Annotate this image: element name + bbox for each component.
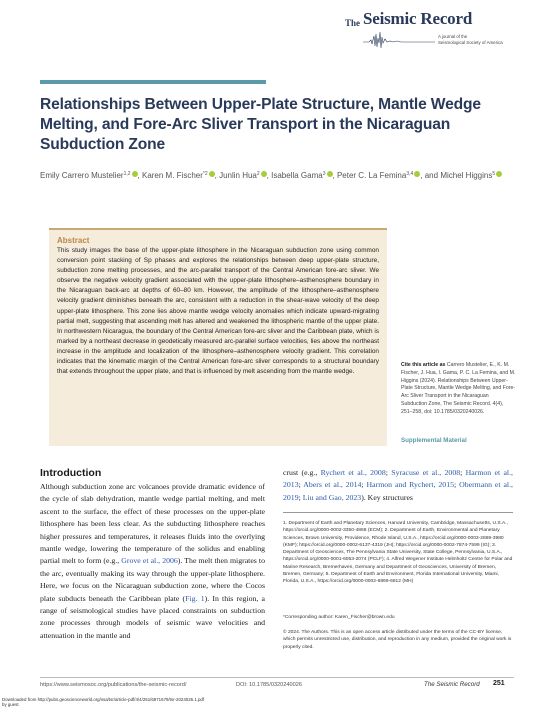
author-name: Michel Higgins xyxy=(440,171,493,180)
author-name: Karen M. Fischer xyxy=(141,171,203,180)
author-and: and xyxy=(424,171,439,180)
author-list: Emily Carrero Mustelier$^{1,2}$ , Karen M. Fischer$^{*2}$ , Junlin Hua$^2$ , Isabella Gama$^3$ , Peter C. La Femina$^{3,4}$ , and Michel Higgins$^5$ xyxy=(40,168,510,182)
reference-link[interactable]: Liu and Gao, 2023 xyxy=(302,492,362,502)
orcid-icon[interactable] xyxy=(496,171,502,177)
author-affiliation-marker: 3,4 xyxy=(406,171,414,177)
author-affiliation-marker: *2 xyxy=(202,171,208,177)
page-number: 251 xyxy=(493,680,505,687)
masthead-the: The xyxy=(345,18,361,28)
seismogram-logo-icon xyxy=(363,30,435,50)
introduction-right-column xyxy=(283,467,513,504)
footer-journal-name: The Seismic Record xyxy=(424,681,480,688)
abstract-text: This study images the base of the upper-plate lithosphere in the Nicaraguan subduction zone using common conversion point stacking of Sp phases and explores the relationships between deep upper-plate structure, subduction zone melting processes, and the arc-parallel transport of the Central American fore-arc sliver. We observe the negative velocity gradient associated with the upper-plate lithosphere–asthenosphere boundary in the Nicaraguan back-arc at depths of 60–80 km. However, the amplitude of the lithosphere–asthenosphere velocity gradient diminishes beneath the arc, consistent with a reduction in the shear-wave velocity of the deep upper-plate lithosphere. This zone lies above mantle wedge velocity anomalies which indicate upward-migrating partial melt, suggesting that ascending melt has altered and weakened the lithospheric mantle of the upper plate. In northwestern Nicaragua, the boundary of the Central American fore-arc sliver and the Caribbean plate, which is marked by a northeast decrease in geodetically measured arc-parallel surface velocities, lies above the northeast increase in the amplitude and localization of the lithosphere–asthenosphere velocity gradient. This correlation indicates that the kinematic margin of the Central American fore-arc sliver corresponds to a structural boundary that extends throughout the upper plate, and that is influenced by melt ascending from the mantle wedge. xyxy=(57,247,379,376)
supplemental-material-link[interactable]: Supplemental Material xyxy=(401,437,467,444)
body-text: ). The melt then migrates to the arc, eventually making its way through the upper-plate lithosphere. Here, we focus on the Nicaraguan subduction zone, where the Cocos plate subducts beneath the Caribbean plate ( xyxy=(40,556,265,603)
reference-link[interactable]: Syracuse et al., 2008 xyxy=(391,468,461,477)
masthead-tagline: A journal of the Seismological Society of America xyxy=(438,34,503,45)
reference-link[interactable]: Rychert et al., 2008 xyxy=(320,468,386,477)
reference-link[interactable]: Harmon and Rychert, 2015 xyxy=(366,480,454,490)
reference-link[interactable]: Obermann et al., 2019 xyxy=(283,480,513,502)
body-text: crust (e.g., xyxy=(283,468,321,477)
cite-lead: Cite this article as xyxy=(401,362,446,368)
cite-text: Carrero Mustelier, E., K. M. Fischer, J. Hua, I. Gama, P. C. La Femina, and M. Higgins (2024). Relationships Between Upper-Plate Structure, Mantle Wedge Melting, and Fore-Arc Sliver Transport in the Nicaraguan Subduction Zone, The Seismic Record. 4(4), 251–258, doi: 10.1785/0320240026. xyxy=(401,362,516,415)
body-text: Although subduction zone arc volcanoes provide dramatic evidence of the cycle of slab dehydration, mantle wedge partial melting, and melt ascent to the surface, the effect of these processes on the upper-plate lithosphere has been less clear. As the subducting lithosphere reaches higher pressures and temperatures, it releases fluids into the overlying mantle wedge, lowering the temperature of the solidus and enabling partial melt to form (e.g., xyxy=(40,482,265,566)
reference-link[interactable]: Fig. 1 xyxy=(185,593,205,603)
reference-link[interactable]: Abers et al., 2014 xyxy=(303,480,362,490)
orcid-icon[interactable] xyxy=(132,171,138,177)
author-affiliations: 1. Department of Earth and Planetary Sciences, Harvard University, Cambridge, Massachusetts, U.S.A., https://orcid.org/0000-0002-3350-4868 (ECM); 2. Department of Earth, Environmental and Planetary Sciences, Brown University, Providence, Rhode Island, U.S.A., https://orcid.org/0000-0003-2869-3980 (KMF); https://orcid.org/0000-0002-6137-4319 (JH); https://orcid.org/0000-0002-7874-7599 (IG); 3. Department of Geosciences, The Pennsylvania State University, State College, Pennsylvania, U.S.A., https://orcid.org/0000-0001-6053-2074 (PCLF); 4. Alfred Wegener Institute Helmholtz Centre for Polar and Marine Research, Bremerhaven, Germany and Department of Geosciences, University of Bremen, Bremen, Germany; 5. Department of Earth and Environment, Florida International University, Miami, Florida, U.S.A., https://orcid.org/0000-0002-6869-6812 (MH) xyxy=(283,521,513,585)
orcid-icon[interactable] xyxy=(209,171,215,177)
abstract-heading: Abstract xyxy=(57,236,90,245)
corresponding-author: *Corresponding author: Karen_Fischer@brown.edu xyxy=(283,615,395,620)
body-text: ). In this region, a range of seismological studies have placed constraints on subduction zone processes through models of seismic wave velocities and attenuation in the mantle and xyxy=(40,593,266,640)
author-affiliation-marker: 3 xyxy=(322,171,326,177)
article-title: Relationships Between Upper-Plate Structure, Mantle Wedge Melting, and Fore-Arc Sliver Transport in the Nicaraguan Subduction Zone xyxy=(40,96,481,153)
footer-journal-url[interactable]: https://www.seismosoc.org/publications/the-seismic-record/ xyxy=(40,682,187,688)
author-name: Peter C. La Femina xyxy=(336,171,407,180)
body-text: ; xyxy=(298,492,303,502)
copyright-notice: © 2024. The Authors. This is an open access article distributed under the terms of the CC-BY license, which permits unrestricted use, distribution, and reproduction in any medium, provided the original work is properly cited. xyxy=(283,630,512,650)
body-text: ; xyxy=(460,468,466,477)
affiliation-divider xyxy=(283,512,513,513)
body-text: ; xyxy=(385,468,392,477)
masthead-name: Seismic Record xyxy=(363,9,473,28)
author-affiliation-marker: 5 xyxy=(492,171,496,177)
orcid-icon[interactable] xyxy=(261,171,267,177)
body-text: ; xyxy=(361,480,367,490)
orcid-icon[interactable] xyxy=(414,171,420,177)
author-name: Emily Carrero Mustelier xyxy=(40,171,124,180)
journal-masthead xyxy=(345,6,545,56)
footer-divider xyxy=(40,677,514,678)
introduction-left-column xyxy=(40,481,265,642)
title-accent-bar xyxy=(40,80,266,84)
introduction-heading: Introduction xyxy=(40,467,102,479)
download-notice: Downloaded from http://pubs.geoscienceworld.org/ssa/tsr/article-pdf/4/4/251/6971679/tsr-2024026.1.pdf by guest xyxy=(2,697,205,708)
footer-doi[interactable]: DOI: 10.1785/0320240026 xyxy=(236,682,302,688)
body-text: ; xyxy=(298,480,304,490)
reference-link[interactable]: Harmon et al., 2013 xyxy=(283,468,513,490)
cite-this-article xyxy=(401,362,516,417)
author-name: Isabella Gama xyxy=(271,171,323,180)
author-name: Junlin Hua xyxy=(219,171,257,180)
orcid-icon[interactable] xyxy=(327,171,333,177)
author-affiliation-marker: 2 xyxy=(256,171,260,177)
reference-link[interactable]: Grove et al., 2006 xyxy=(121,556,178,566)
body-text: ; xyxy=(454,480,460,490)
body-text: ). Key structures xyxy=(361,492,413,502)
author-affiliation-marker: 1,2 xyxy=(123,171,131,177)
